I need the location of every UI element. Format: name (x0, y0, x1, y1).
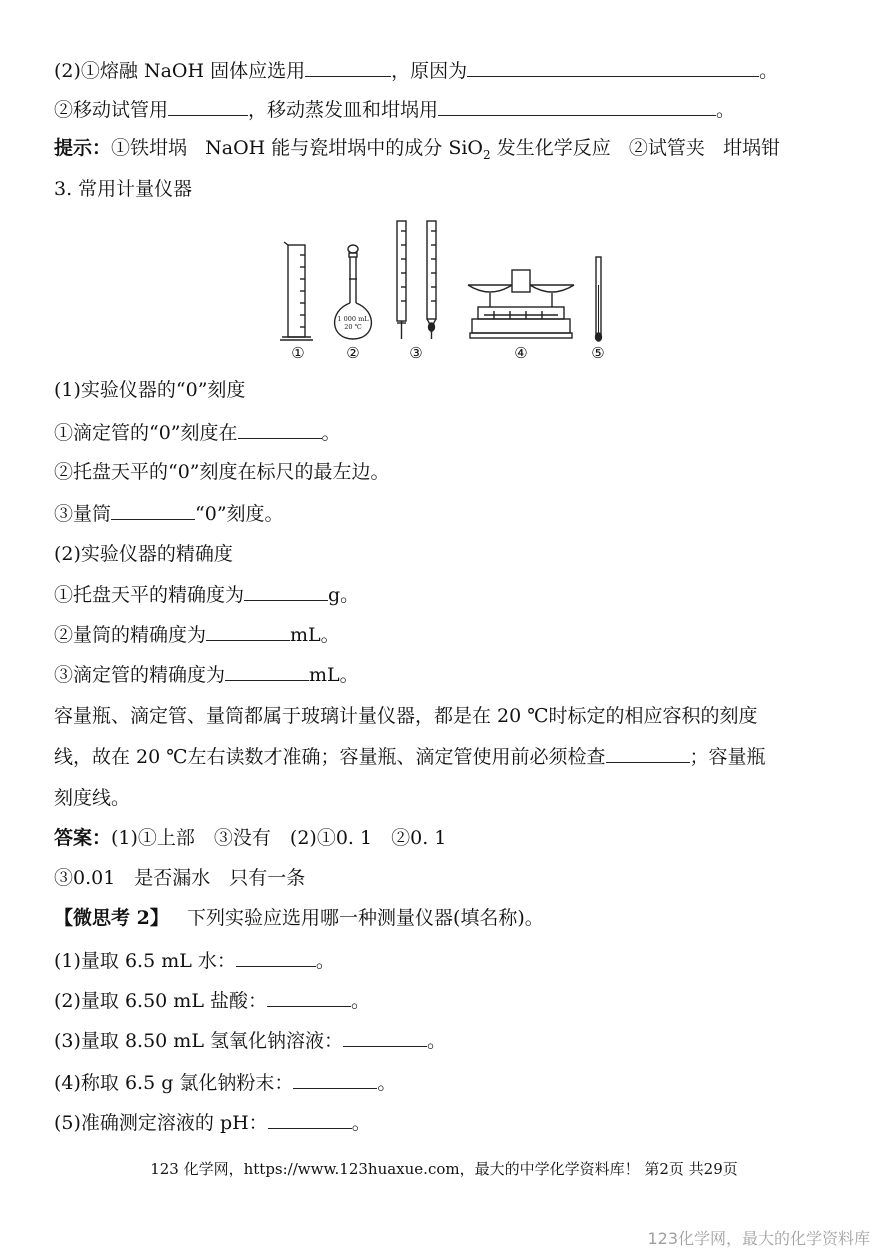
precision-line-3 (54, 662, 359, 687)
answer-blank[interactable] (305, 58, 391, 77)
instruments-figure (270, 215, 630, 365)
hint-p4: ②试管夹 (628, 137, 705, 159)
precision-line-2 (54, 622, 340, 647)
flask-label-temp: 20 ℃ (344, 323, 362, 331)
zero-line-1 (54, 420, 341, 445)
answer-l2-text: ③0.01 是否漏水 只有一条 (54, 867, 306, 889)
answer-blank[interactable] (111, 501, 195, 520)
zero-line-2 (54, 460, 390, 484)
answer-line-1 (54, 826, 446, 850)
answer-l1-text: (1)①上部 ③没有 (2)①0. 1 ②0. 1 (111, 827, 447, 849)
precision-l3-end: mL。 (309, 664, 359, 686)
precision-l2-prefix: ②量筒的精确度为 (54, 624, 207, 646)
zero-title (54, 378, 245, 402)
think-prompt: 下列实验应选用哪一种测量仪器(填名称)。 (186, 907, 544, 929)
answer-blank[interactable] (467, 58, 759, 77)
figure-label-4: ④ (514, 344, 528, 362)
para-l1-text: 容量瓶、滴定管、量筒都属于玻璃计量仪器，都是在 20 ℃时标定的相应容积的刻度 (54, 705, 758, 727)
answer-blank[interactable] (343, 1028, 427, 1047)
q2-b-end: 。 (716, 99, 736, 121)
figure-label-3: ③ (409, 344, 423, 362)
para-line-2 (54, 744, 766, 769)
think-q5-text: (5)准确测定溶液的 pH： (54, 1112, 268, 1134)
hint-p2: NaOH 能与瓷坩埚中的成分 SiO (205, 137, 484, 159)
para-l3-text: 刻度线。 (54, 787, 131, 809)
answer-blank[interactable] (206, 622, 290, 641)
section3-title (54, 177, 192, 201)
zero-l3-prefix: ③量筒 (54, 503, 112, 525)
precision-l2-end: mL。 (290, 624, 340, 646)
zero-title-text: (1)实验仪器的“0”刻度 (54, 379, 246, 401)
think-q3-end: 。 (426, 1030, 446, 1052)
think-q2 (54, 988, 370, 1013)
para-l2-prefix: 线，故在 20 ℃左右读数才准确；容量瓶、滴定管使用前必须检查 (54, 746, 606, 768)
answer-blank[interactable] (267, 988, 351, 1007)
precision-l1-prefix: ①托盘天平的精确度为 (54, 584, 245, 606)
burette-icon (427, 221, 436, 339)
answer-line-2 (54, 866, 305, 890)
burette-icon (397, 221, 406, 339)
answer-blank[interactable] (293, 1070, 377, 1089)
para-l2-end: ；容量瓶 (689, 746, 766, 768)
hint-p1: ①铁坩埚 (111, 137, 188, 159)
answer-blank[interactable] (168, 97, 248, 116)
q2-line-a (54, 58, 778, 83)
think-q4-end: 。 (377, 1072, 397, 1094)
think-q1-end: 。 (315, 950, 335, 972)
hint-p3: 发生化学反应 (496, 137, 611, 159)
answer-blank[interactable] (606, 744, 690, 763)
answer-blank[interactable] (244, 582, 328, 601)
answer-label: 答案： (54, 827, 112, 849)
zero-line-3 (54, 501, 284, 526)
precision-line-1 (54, 582, 359, 607)
think-q5 (54, 1110, 371, 1135)
q2-a-mid: ，原因为 (391, 60, 468, 82)
section3-title-text: 3. 常用计量仪器 (54, 178, 193, 200)
balance-icon (468, 270, 574, 338)
think-q3-text: (3)量取 8.50 mL 氢氧化钠溶液： (54, 1030, 343, 1052)
precision-title-text: (2)实验仪器的精确度 (54, 543, 233, 565)
flask-label-volume: 1 000 mL (337, 315, 369, 323)
think-q1 (54, 948, 335, 973)
think-q2-text: (2)量取 6.50 mL 盐酸： (54, 990, 267, 1012)
graduated-cylinder-icon (280, 242, 313, 340)
q2-b-prefix: ②移动试管用 (54, 99, 169, 121)
answer-blank[interactable] (268, 1110, 352, 1129)
hint-label: 提示： (54, 137, 112, 159)
think-title: 【微思考 2】 (54, 907, 169, 929)
zero-l1-prefix: ①滴定管的“0”刻度在 (54, 422, 238, 444)
answer-blank[interactable] (236, 948, 316, 967)
q2-line-b (54, 97, 735, 122)
q2-a-prefix: (2)①熔融 NaOH 固体应选用 (54, 60, 306, 82)
thermometer-icon (596, 257, 602, 341)
think-q4 (54, 1070, 396, 1095)
zero-l2-text: ②托盘天平的“0”刻度在标尺的最左边。 (54, 461, 390, 483)
think-q2-end: 。 (350, 990, 370, 1012)
page-footer: 123 化学网，https://www.123huaxue.com，最大的中学化学资料库！ 第2页 共29页 (150, 1160, 738, 1178)
think-q5-end: 。 (351, 1112, 371, 1134)
precision-l1-end: g。 (328, 584, 360, 606)
precision-title (54, 542, 233, 566)
think-q4-text: (4)称取 6.5 g 氯化钠粉末： (54, 1072, 294, 1094)
think-q3 (54, 1028, 446, 1053)
watermark: 123化学网，最大的化学资料库 (647, 1229, 870, 1248)
zero-l1-end: 。 (321, 422, 341, 444)
para-line-3 (54, 786, 130, 810)
answer-blank[interactable] (238, 420, 322, 439)
figure-label-5: ⑤ (591, 344, 605, 362)
answer-blank[interactable] (438, 97, 716, 116)
q2-a-end: 。 (759, 60, 779, 82)
figure-label-1: ① (291, 344, 305, 362)
hint-p5: 坩埚钳 (722, 137, 780, 159)
answer-blank[interactable] (225, 662, 309, 681)
q2-b-mid: ，移动蒸发皿和坩埚用 (248, 99, 439, 121)
para-line-1 (54, 704, 758, 728)
figure-label-2: ② (346, 344, 360, 362)
hint-sub: 2 (483, 147, 491, 162)
precision-l3-prefix: ③滴定管的精确度为 (54, 664, 226, 686)
hint-line (54, 136, 780, 167)
think-q1-text: (1)量取 6.5 mL 水： (54, 950, 236, 972)
zero-l3-end: “0”刻度。 (195, 503, 284, 525)
think-title-line (54, 906, 544, 930)
